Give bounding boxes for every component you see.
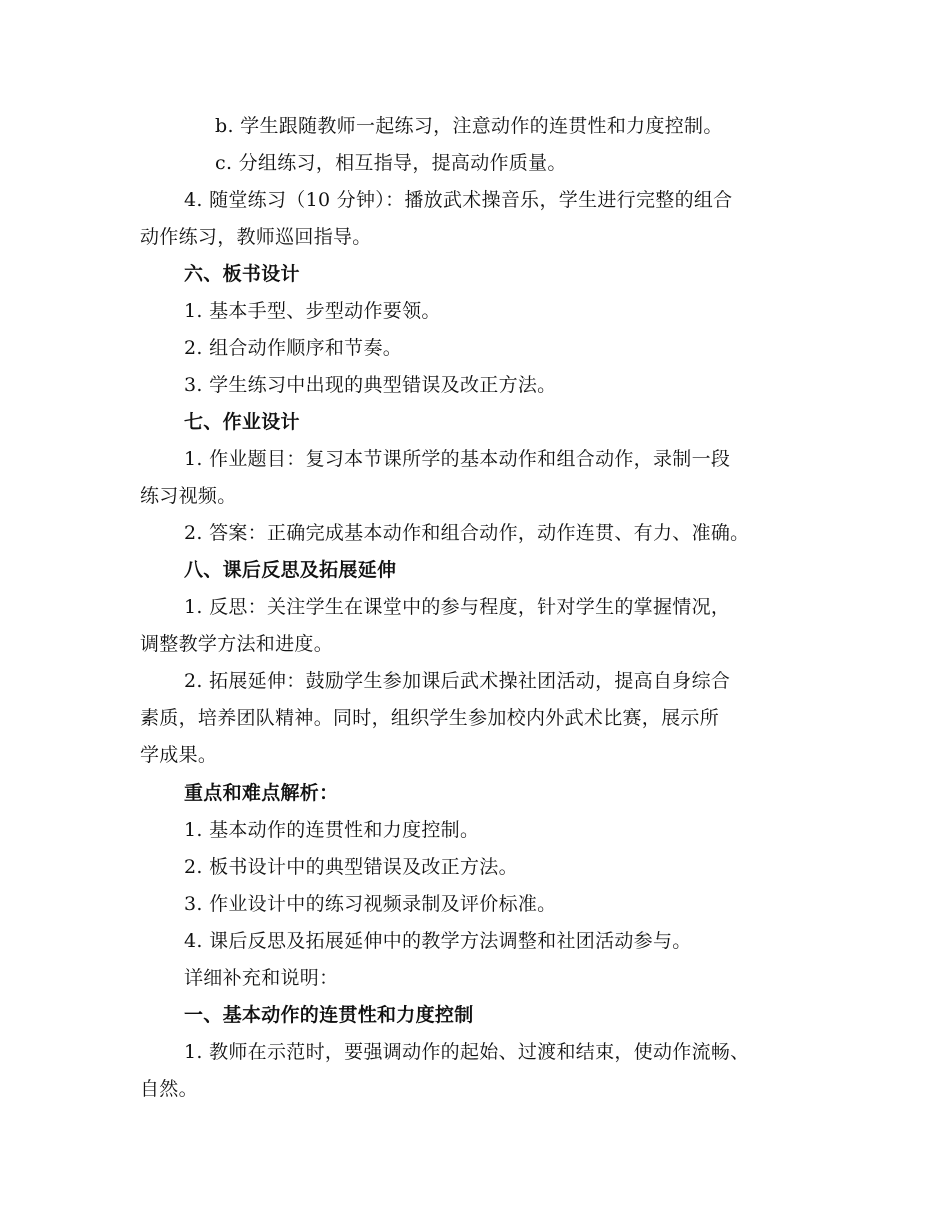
paragraph-line: 1. 作业题目：复习本节课所学的基本动作和组合动作，录制一段 <box>184 448 731 470</box>
supplement-label: 详细补充和说明： <box>184 967 339 989</box>
paragraph-line: 调整教学方法和进度。 <box>140 633 334 655</box>
paragraph-line: 学成果。 <box>140 744 218 766</box>
list-item: 2. 板书设计中的典型错误及改正方法。 <box>184 856 518 878</box>
list-item: 1. 基本动作的连贯性和力度控制。 <box>184 819 480 841</box>
section-heading-homework: 七、作业设计 <box>184 411 300 433</box>
section-heading-reflection: 八、课后反思及拓展延伸 <box>184 559 397 581</box>
list-item: 4. 课后反思及拓展延伸中的教学方法调整和社团活动参与。 <box>184 930 692 952</box>
paragraph-line: 练习视频。 <box>140 485 237 507</box>
paragraph-line: 2. 答案：正确完成基本动作和组合动作，动作连贯、有力、准确。 <box>184 522 750 544</box>
paragraph-line: 素质，培养团队精神。同时，组织学生参加校内外武术比赛，展示所 <box>140 707 720 729</box>
list-item: 3. 学生练习中出现的典型错误及改正方法。 <box>184 374 557 396</box>
list-item: 2. 组合动作顺序和节奏。 <box>184 337 403 359</box>
section-heading-coherence: 一、基本动作的连贯性和力度控制 <box>184 1004 474 1026</box>
paragraph-line: 4. 随堂练习（10 分钟）：播放武术操音乐，学生进行完整的组合 <box>184 189 733 211</box>
list-item-b: b. 学生跟随教师一起练习，注意动作的连贯性和力度控制。 <box>215 115 723 137</box>
key-points-heading: 重点和难点解析： <box>184 782 339 804</box>
paragraph-line: 2. 拓展延伸：鼓励学生参加课后武术操社团活动，提高自身综合 <box>184 670 731 692</box>
paragraph-line: 1. 教师在示范时，要强调动作的起始、过渡和结束，使动作流畅、 <box>184 1041 750 1063</box>
paragraph-line: 1. 反思：关注学生在课堂中的参与程度，针对学生的掌握情况， <box>184 596 731 618</box>
list-item-c: c. 分组练习，相互指导，提高动作质量。 <box>215 152 567 174</box>
list-item: 3. 作业设计中的练习视频录制及评价标准。 <box>184 893 557 915</box>
paragraph-line: 自然。 <box>140 1078 198 1100</box>
paragraph-line: 动作练习，教师巡回指导。 <box>140 226 372 248</box>
list-item: 1. 基本手型、步型动作要领。 <box>184 300 441 322</box>
section-heading-board-design: 六、板书设计 <box>184 263 300 285</box>
